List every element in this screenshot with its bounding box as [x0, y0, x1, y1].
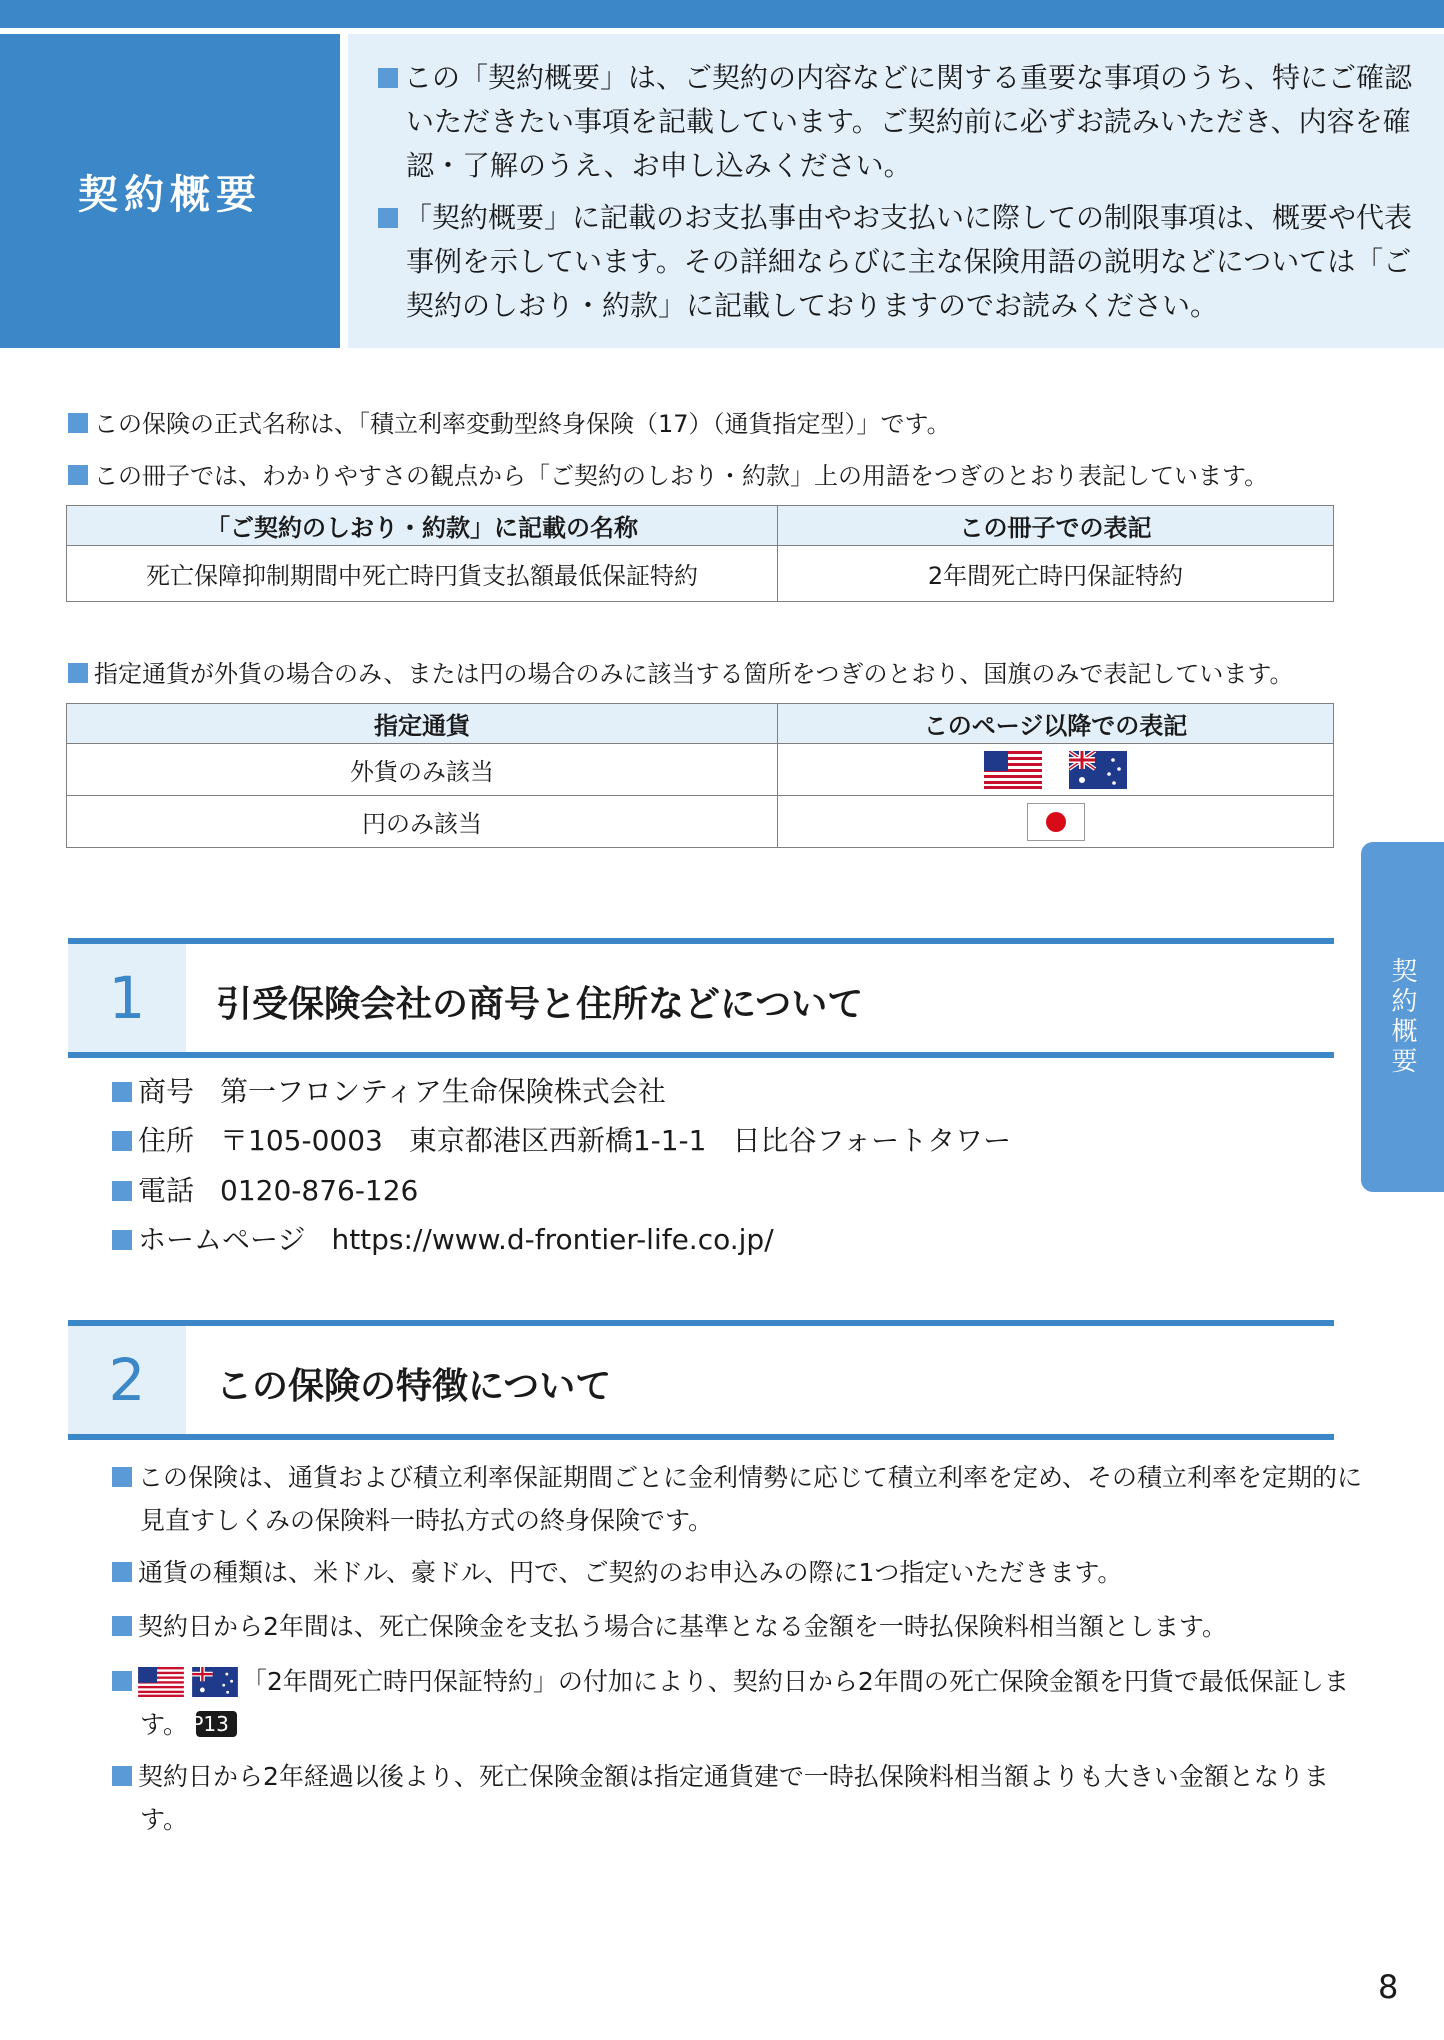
- foreign-only-label: 外貨のみ該当: [67, 744, 778, 796]
- bullet-square-icon: [378, 68, 398, 88]
- currency-header-notation: このページ以降での表記: [778, 704, 1334, 744]
- japan-flag-icon: [1027, 803, 1085, 841]
- list-item: 契約日から2年経過以後より、死亡保険金額は指定通貨建で一時払保険料相当額よりも大きい金額となります。: [112, 1755, 1362, 1841]
- bullet-square-icon: [68, 663, 88, 683]
- bullet-square-icon: [112, 1467, 132, 1487]
- table-row: [67, 744, 1334, 796]
- table-row: [67, 796, 1334, 848]
- section1-bottom-bar: [68, 1052, 1334, 1058]
- homepage-row: ホームページ https://www.d-frontier-life.co.jp/: [112, 1220, 774, 1260]
- section2-top-bar: [68, 1320, 1334, 1326]
- currency-table-header: [67, 704, 1334, 744]
- address-row: 住所 〒105-0003 東京都港区西新橋1-1-1 日比谷フォートタワー: [112, 1121, 1011, 1161]
- section2-bottom-bar: [68, 1434, 1334, 1440]
- top-accent-bar: [0, 0, 1444, 28]
- list-item: 契約日から2年間は、死亡保険金を支払う場合に基準となる金額を一時払保険料相当額とします。: [112, 1605, 1362, 1648]
- page-ref-badge[interactable]: ▶P13: [196, 1711, 237, 1737]
- page-number: 8: [1378, 1968, 1399, 2006]
- bullet-square-icon: [112, 1131, 132, 1151]
- australia-flag-icon: [192, 1667, 238, 1697]
- section1-title: 引受保険会社の商号と住所などについて: [216, 984, 864, 1025]
- table-row: [67, 546, 1334, 602]
- yen-flag-cell: [778, 796, 1334, 848]
- list-item: 「2年間死亡時円保証特約」の付加により、契約日から2年間の死亡保険金額を円貨で最低保証します。 ▶P13: [112, 1660, 1362, 1746]
- terms-intro-note: この冊子では、わかりやすさの観点から「ご契約のしおり・約款」上の用語をつぎのとおり表記しています。: [68, 458, 1268, 494]
- company-name-row: 商号 第一フロンティア生命保険株式会社: [112, 1072, 666, 1112]
- formal-name-note: この保険の正式名称は、「積立利率変動型終身保険（17）（通貨指定型）」です。: [68, 406, 951, 442]
- bullet-square-icon: [68, 413, 88, 433]
- bullet-square-icon: [112, 1230, 132, 1250]
- intro-paragraph-1: この「契約概要」は、ご契約の内容などに関する重要な事項のうち、特にご確認いただきたい事項を記載しています。ご契約前に必ずお読みいただき、内容を確認・了解のうえ、お申し込みください。: [378, 56, 1436, 188]
- terms-table: [66, 505, 1334, 602]
- bullet-square-icon: [112, 1616, 132, 1636]
- terms-cell-original: 死亡保障抑制期間中死亡時円貨支払額最低保証特約: [67, 546, 778, 602]
- bullet-square-icon: [112, 1766, 132, 1786]
- section1-number: 1: [68, 944, 186, 1052]
- australia-flag-icon: [1069, 751, 1127, 789]
- section1-top-bar: [68, 938, 1334, 944]
- list-item: この保険は、通貨および積立利率保証期間ごとに金利情勢に応じて積立利率を定め、その積立利率を定期的に見直すしくみの保険料一時払方式の終身保険です。: [112, 1456, 1362, 1542]
- intro-box: [348, 34, 1444, 348]
- bullet-square-icon: [378, 208, 398, 228]
- us-flag-icon: [984, 751, 1042, 789]
- terms-header-original: 「ご契約のしおり・約款」に記載の名称: [67, 506, 778, 546]
- side-tab-contract-summary[interactable]: 契約概要: [1361, 842, 1444, 1192]
- yen-only-label: 円のみ該当: [67, 796, 778, 848]
- currency-table: [66, 703, 1334, 848]
- bullet-square-icon: [112, 1671, 132, 1691]
- list-item: 通貨の種類は、米ドル、豪ドル、円で、ご契約のお申込みの際に1つ指定いただきます。: [112, 1551, 1362, 1594]
- flags-intro-note: 指定通貨が外貨の場合のみ、または円の場合のみに該当する箇所をつぎのとおり、国旗のみで表記しています。: [68, 656, 1294, 692]
- currency-header-type: 指定通貨: [67, 704, 778, 744]
- us-flag-icon: [138, 1667, 184, 1697]
- terms-cell-notation: 2年間死亡時円保証特約: [778, 546, 1334, 602]
- intro-paragraph-2: 「契約概要」に記載のお支払事由やお支払いに際しての制限事項は、概要や代表事例を示しています。その詳細ならびに主な保険用語の説明などについては「ご契約のしおり・約款」に記載しておりますのでお読みください。: [378, 196, 1436, 328]
- page-title: 契約概要: [0, 34, 340, 348]
- section2-number: 2: [68, 1326, 186, 1434]
- terms-table-header: [67, 506, 1334, 546]
- foreign-flags-cell: [778, 744, 1334, 796]
- bullet-square-icon: [68, 465, 88, 485]
- bullet-square-icon: [112, 1562, 132, 1582]
- bullet-square-icon: [112, 1082, 132, 1102]
- bullet-square-icon: [112, 1181, 132, 1201]
- terms-header-notation: この冊子での表記: [778, 506, 1334, 546]
- section2-title: この保険の特徴について: [216, 1366, 612, 1407]
- phone-row: 電話 0120-876-126: [112, 1171, 418, 1211]
- homepage-link[interactable]: https://www.d-frontier-life.co.jp/: [331, 1223, 774, 1256]
